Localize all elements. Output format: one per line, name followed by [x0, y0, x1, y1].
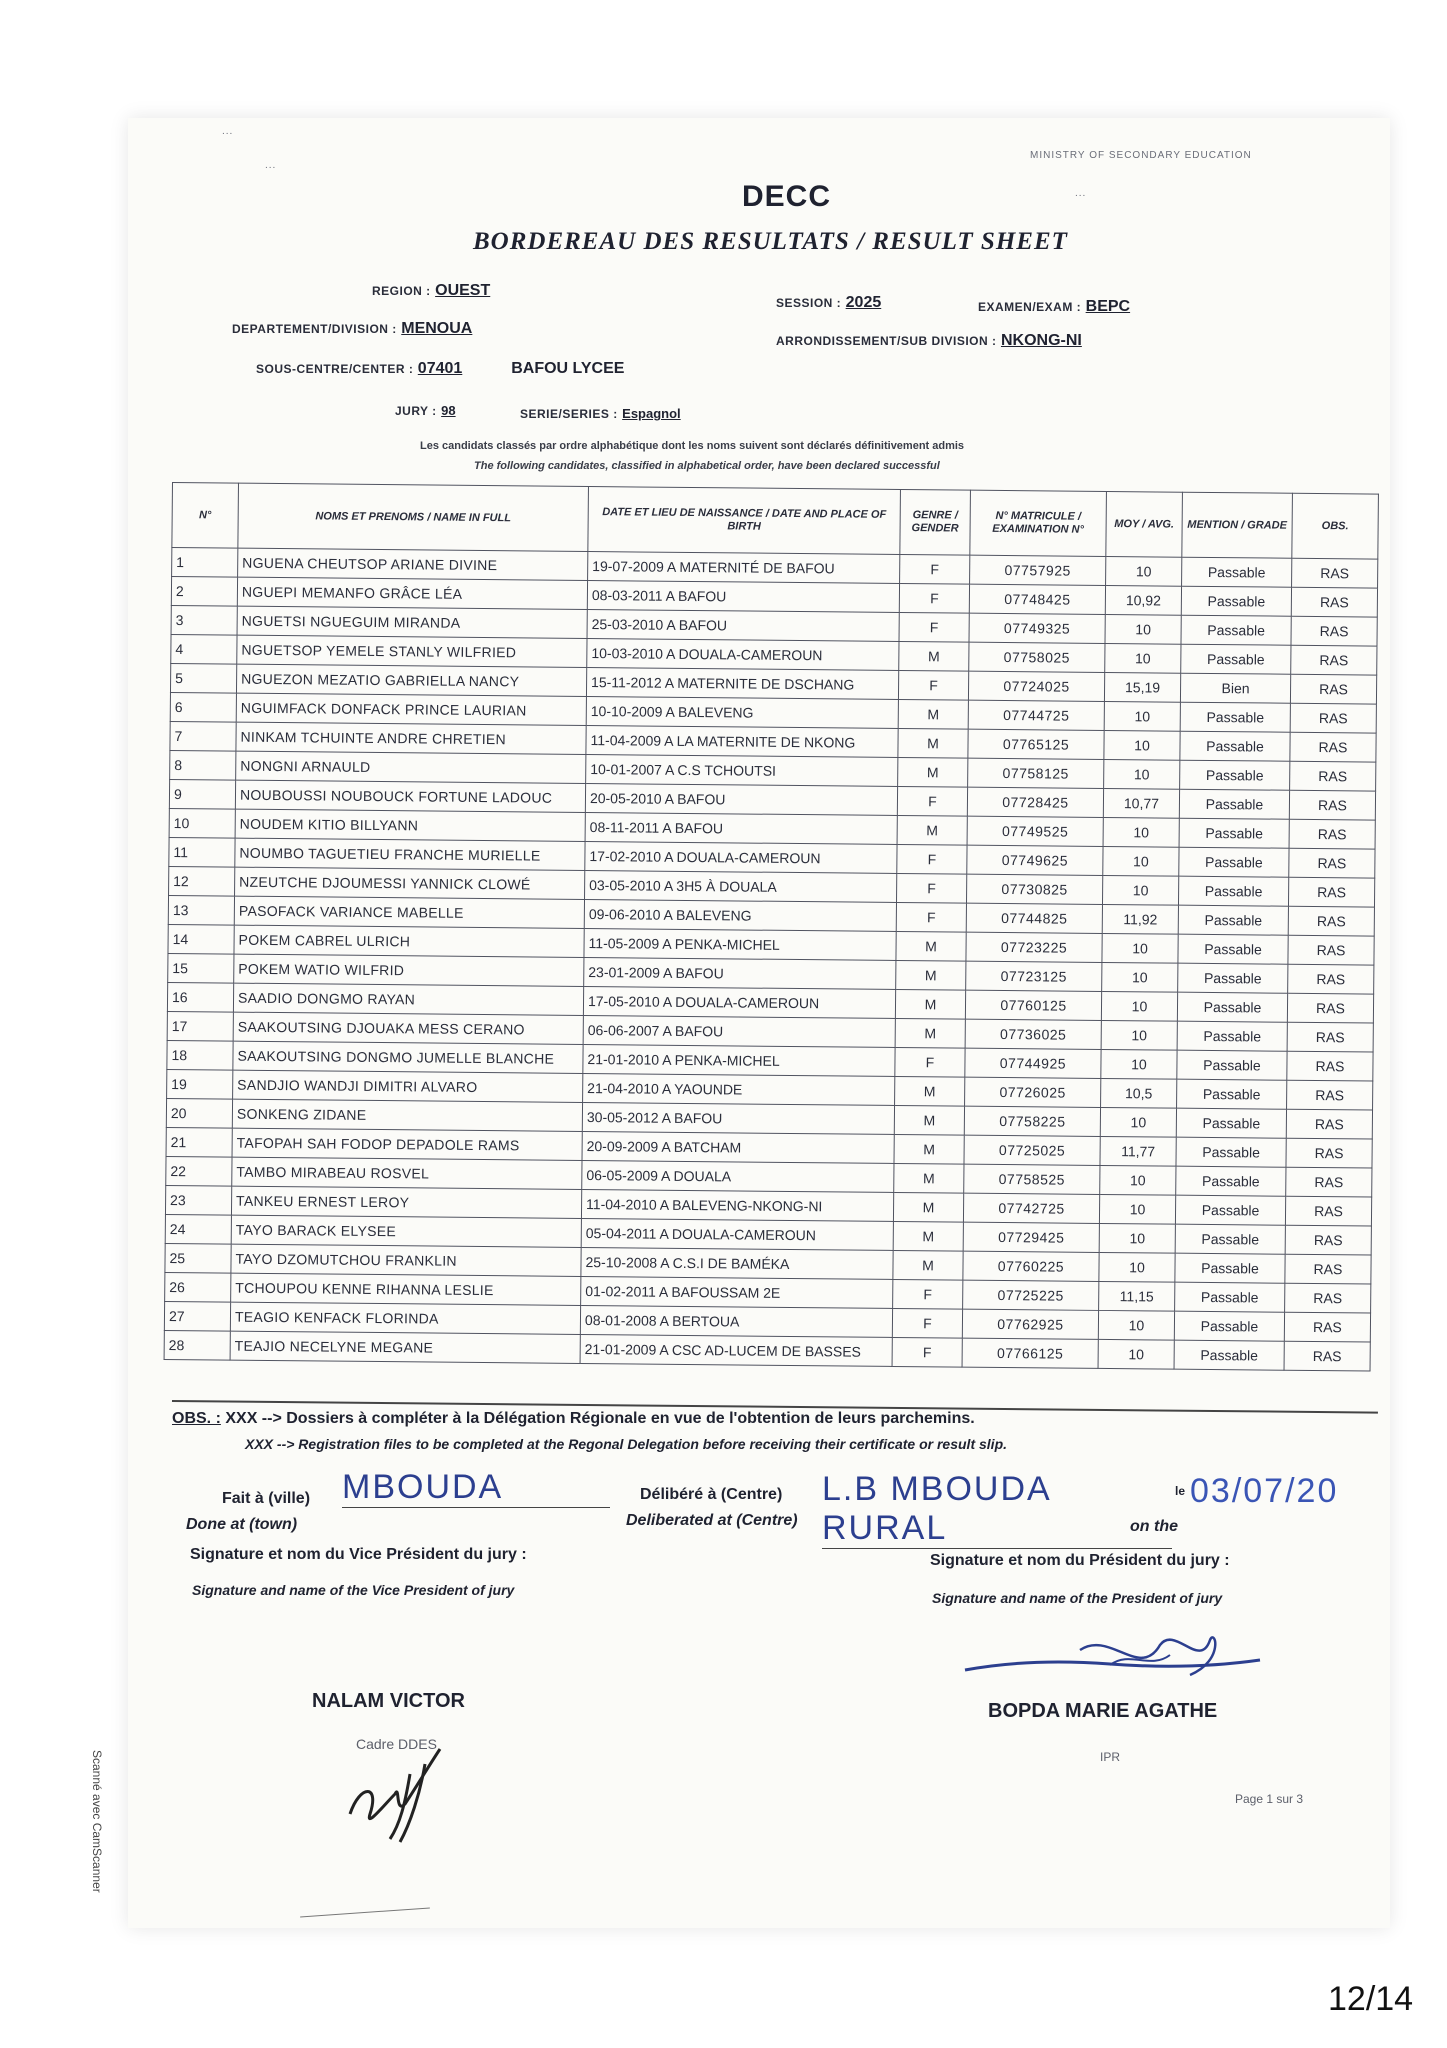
- cell-no: 25: [165, 1243, 231, 1273]
- cell-no: 12: [169, 866, 235, 896]
- cell-avg: 10: [1099, 1194, 1175, 1224]
- cell-avg: 10: [1105, 614, 1181, 644]
- cell-gender: M: [898, 728, 968, 758]
- cell-matricule: 07744925: [965, 1048, 1101, 1078]
- cell-matricule: 07749625: [967, 845, 1103, 875]
- cell-gender: M: [898, 757, 968, 787]
- cell-gender: F: [896, 902, 966, 932]
- cell-birth: 23-01-2009 A BAFOU: [584, 957, 896, 989]
- cell-avg: 10: [1103, 817, 1179, 847]
- cell-gender: F: [893, 1279, 963, 1309]
- cell-no: 5: [170, 663, 236, 693]
- cell-no: 24: [165, 1214, 231, 1244]
- cell-mention: Passable: [1178, 905, 1288, 935]
- cell-no: 23: [165, 1185, 231, 1215]
- cell-avg: 15,19: [1104, 672, 1180, 702]
- cell-avg: 10: [1100, 1165, 1176, 1195]
- obs-line-en: XXX --> Registration files to be completed at the Regonal Delegation before receiving their certificate or result slip.: [245, 1436, 1008, 1452]
- cell-no: 4: [171, 634, 237, 664]
- cell-avg: 10: [1098, 1310, 1174, 1340]
- cell-matricule: 07725025: [964, 1135, 1100, 1165]
- cell-no: 17: [167, 1011, 233, 1041]
- cell-no: 26: [165, 1272, 231, 1302]
- cell-gender: M: [895, 989, 965, 1019]
- cell-name: TANKEU ERNEST LEROY: [231, 1186, 581, 1218]
- cell-avg: 10: [1098, 1339, 1174, 1369]
- cell-no: 20: [166, 1098, 232, 1128]
- cell-matricule: 07742725: [963, 1193, 1099, 1223]
- cell-mention: Passable: [1181, 644, 1291, 674]
- jury-label: JURY :: [395, 404, 437, 418]
- cell-avg: 10: [1100, 1107, 1176, 1137]
- cell-mention: Passable: [1177, 1021, 1287, 1051]
- cell-mention: Passable: [1179, 789, 1289, 819]
- center-label: SOUS-CENTRE/CENTER :: [256, 362, 414, 376]
- cell-matricule: 07728425: [967, 787, 1103, 817]
- cell-avg: 11,77: [1100, 1136, 1176, 1166]
- cell-mention: Passable: [1179, 847, 1289, 877]
- cell-matricule: 07760125: [965, 990, 1101, 1020]
- header-right-line2: ...: [1075, 188, 1087, 199]
- cell-no: 11: [169, 837, 235, 867]
- cell-birth: 01-02-2011 A BAFOUSSAM 2E: [581, 1276, 893, 1308]
- cell-no: 13: [168, 895, 234, 925]
- exam-value: BEPC: [1085, 298, 1131, 315]
- cell-no: 19: [167, 1069, 233, 1099]
- cell-gender: F: [898, 670, 968, 700]
- cell-obs: RAS: [1288, 906, 1374, 936]
- col-header-birth: DATE ET LIEU DE NAISSANCE / DATE AND PLACE OF BIRTH: [588, 486, 901, 554]
- on-the-label: on the: [1130, 1518, 1178, 1535]
- cell-mention: Passable: [1178, 963, 1288, 993]
- jury-row: [395, 402, 456, 420]
- cell-birth: 08-03-2011 A BAFOU: [587, 580, 899, 612]
- le-label: le: [1175, 1484, 1186, 1498]
- cell-birth: 19-07-2009 A MATERNITÉ DE BAFOU: [588, 551, 900, 583]
- cell-gender: F: [897, 786, 967, 816]
- cell-gender: M: [898, 699, 968, 729]
- cell-matricule: 07762925: [962, 1309, 1098, 1339]
- cell-mention: Bien: [1180, 673, 1290, 703]
- arrondissement-value: NKONG-NI: [1000, 332, 1082, 349]
- cell-matricule: 07744825: [966, 903, 1102, 933]
- cell-name: NGUIMFACK DONFACK PRINCE LAURIAN: [236, 693, 586, 725]
- cell-gender: M: [896, 931, 966, 961]
- cell-avg: 10: [1102, 933, 1178, 963]
- cell-avg: 10: [1101, 1020, 1177, 1050]
- cell-birth: 08-01-2008 A BERTOUA: [580, 1305, 892, 1337]
- cell-gender: M: [893, 1250, 963, 1280]
- cell-no: 1: [172, 548, 238, 578]
- region-label: REGION :: [372, 284, 431, 298]
- cell-matricule: 07723125: [966, 961, 1102, 991]
- cell-name: NGUENA CHEUTSOP ARIANE DIVINE: [238, 548, 588, 580]
- col-header-name: NOMS ET PRENOMS / NAME IN FULL: [238, 483, 589, 551]
- cell-mention: Passable: [1177, 992, 1287, 1022]
- cell-name: NGUEZON MEZATIO GABRIELLA NANCY: [236, 664, 586, 696]
- obs-line-fr: XXX --> Dossiers à compléter à la Délégation Régionale en vue de l'obtention de leurs parchemins.: [225, 1410, 975, 1427]
- cell-obs: RAS: [1288, 935, 1374, 965]
- cell-matricule: 07758025: [969, 642, 1105, 672]
- cell-name: TAFOPAH SAH FODOP DEPADOLE RAMS: [232, 1128, 582, 1160]
- cell-birth: 10-01-2007 A C.S TCHOUTSI: [586, 754, 898, 786]
- cell-birth: 11-04-2009 A LA MATERNITE DE NKONG: [586, 725, 898, 757]
- vice-president-signature: [340, 1744, 460, 1844]
- delibere-value: L.B MBOUDA RURAL: [822, 1470, 1172, 1549]
- cell-mention: Passable: [1180, 702, 1290, 732]
- cell-matricule: 07730825: [966, 874, 1102, 904]
- cell-mention: Passable: [1174, 1311, 1284, 1341]
- cell-no: 3: [171, 605, 237, 635]
- cell-birth: 21-01-2010 A PENKA-MICHEL: [583, 1044, 895, 1076]
- cell-name: NOUBOUSSI NOUBOUCK FORTUNE LADOUC: [235, 780, 585, 812]
- cell-avg: 10: [1101, 1049, 1177, 1079]
- arrondissement-row: [776, 332, 1082, 350]
- date-value: 03/07/20: [1190, 1472, 1339, 1510]
- cell-no: 21: [166, 1127, 232, 1157]
- cell-avg: 10: [1102, 962, 1178, 992]
- cell-obs: RAS: [1289, 790, 1375, 820]
- cell-name: NOUMBO TAGUETIEU FRANCHE MURIELLE: [235, 838, 585, 870]
- session-row: [776, 294, 881, 312]
- cell-obs: RAS: [1285, 1196, 1371, 1226]
- cell-obs: RAS: [1287, 993, 1373, 1023]
- cell-obs: RAS: [1284, 1341, 1370, 1371]
- cell-gender: M: [897, 815, 967, 845]
- cell-matricule: 07757925: [970, 555, 1106, 585]
- scanner-watermark: Scanné avec CamScanner: [90, 1750, 104, 1893]
- page-label: Page 1 sur 3: [1235, 1792, 1304, 1806]
- done-label: Done at (town): [186, 1516, 298, 1533]
- cell-no: 15: [168, 953, 234, 983]
- cell-birth: 17-02-2010 A DOUALA-CAMEROUN: [585, 841, 897, 873]
- cell-mention: Passable: [1175, 1195, 1285, 1225]
- cell-name: NINKAM TCHUINTE ANDRE CHRETIEN: [236, 722, 586, 754]
- session-value: 2025: [845, 294, 882, 311]
- cell-avg: 10: [1106, 556, 1182, 586]
- cell-mention: Passable: [1175, 1282, 1285, 1312]
- fait-value: MBOUDA: [342, 1468, 610, 1508]
- cell-name: POKEM WATIO WILFRID: [234, 954, 584, 986]
- cell-mention: Passable: [1175, 1224, 1285, 1254]
- col-header-no: N°: [172, 483, 239, 549]
- col-header-mention: MENTION / GRADE: [1182, 492, 1293, 558]
- cell-no: 22: [166, 1156, 232, 1186]
- results-table: [164, 482, 1379, 1372]
- cell-mention: Passable: [1180, 760, 1290, 790]
- cell-birth: 10-10-2009 A BALEVENG: [586, 696, 898, 728]
- cell-name: SAAKOUTSING DONGMO JUMELLE BLANCHE: [233, 1041, 583, 1073]
- col-header-gender: GENRE / GENDER: [900, 489, 971, 555]
- cell-name: SAAKOUTSING DJOUAKA MESS CERANO: [233, 1012, 583, 1044]
- cell-gender: M: [896, 960, 966, 990]
- cell-avg: 10,77: [1103, 788, 1179, 818]
- cell-obs: RAS: [1286, 1109, 1372, 1139]
- cell-birth: 30-05-2012 A BAFOU: [582, 1102, 894, 1134]
- cell-gender: F: [900, 554, 970, 584]
- region-value: OUEST: [435, 282, 491, 299]
- p-signature-label: Signature et nom du Président du jury :: [930, 1552, 1230, 1569]
- intro-fr: Les candidats classés par ordre alphabétique dont les noms suivent sont déclarés définitivement admis: [420, 440, 965, 452]
- cell-obs: RAS: [1287, 1051, 1373, 1081]
- table-header-row: [172, 483, 1379, 560]
- col-header-matricule: N° MATRICULE / EXAMINATION N°: [970, 490, 1107, 556]
- p-name: BOPDA MARIE AGATHE: [988, 1700, 1218, 1722]
- cell-avg: 11,15: [1099, 1281, 1175, 1311]
- cell-matricule: 07760225: [963, 1251, 1099, 1281]
- header-left-line1: ...: [222, 126, 234, 137]
- cell-obs: RAS: [1291, 587, 1377, 617]
- p-signature-label-en: Signature and name of the President of jury: [932, 1590, 1223, 1606]
- cell-no: 7: [170, 721, 236, 751]
- cell-obs: RAS: [1285, 1254, 1371, 1284]
- cell-matricule: 07758225: [964, 1106, 1100, 1136]
- president-signature: [960, 1620, 1280, 1700]
- cell-matricule: 07724025: [968, 671, 1104, 701]
- cell-avg: 10: [1104, 730, 1180, 760]
- center-name: BAFOU LYCEE: [511, 360, 625, 377]
- cell-obs: RAS: [1290, 703, 1376, 733]
- cell-gender: F: [895, 1047, 965, 1077]
- jury-value: 98: [441, 403, 456, 418]
- cell-name: POKEM CABREL ULRICH: [234, 925, 584, 957]
- cell-gender: F: [892, 1337, 962, 1367]
- cell-matricule: 07758525: [964, 1164, 1100, 1194]
- cell-avg: 10,5: [1101, 1078, 1177, 1108]
- cell-no: 28: [164, 1330, 230, 1360]
- serie-row: [520, 405, 681, 423]
- cell-obs: RAS: [1287, 1080, 1373, 1110]
- deliberated-label: Deliberated at (Centre): [626, 1512, 798, 1529]
- cell-birth: 21-01-2009 A CSC AD-LUCEM DE BASSES: [580, 1334, 892, 1366]
- cell-no: 9: [169, 779, 235, 809]
- fait-label: Fait à (ville): [222, 1490, 311, 1507]
- cell-birth: 11-04-2010 A BALEVENG-NKONG-NI: [581, 1189, 893, 1221]
- intro-en: The following candidates, classified in alphabetical order, have been declared successful: [474, 460, 940, 472]
- cell-no: 8: [170, 750, 236, 780]
- exam-label: EXAMEN/EXAM :: [978, 300, 1082, 314]
- vp-signature-label-en: Signature and name of the Vice President of jury: [192, 1582, 515, 1598]
- cell-name: NGUETSI NGUEGUIM MIRANDA: [237, 606, 587, 638]
- cell-mention: Passable: [1182, 557, 1292, 587]
- region-row: [372, 282, 490, 300]
- cell-gender: M: [894, 1134, 964, 1164]
- cell-obs: RAS: [1284, 1312, 1370, 1342]
- cell-mention: Passable: [1179, 818, 1289, 848]
- arrondissement-label: ARRONDISSEMENT/SUB DIVISION :: [776, 334, 997, 348]
- cell-mention: Passable: [1178, 876, 1288, 906]
- cell-obs: RAS: [1286, 1138, 1372, 1168]
- cell-mention: Passable: [1181, 615, 1291, 645]
- header-right-line1: MINISTRY OF SECONDARY EDUCATION: [1030, 150, 1252, 161]
- cell-avg: 10: [1104, 701, 1180, 731]
- cell-obs: RAS: [1289, 819, 1375, 849]
- cell-name: SANDJIO WANDJI DIMITRI ALVARO: [233, 1070, 583, 1102]
- cell-name: NONGNI ARNAULD: [236, 751, 586, 783]
- cell-gender: F: [896, 873, 966, 903]
- cell-name: NGUETSOP YEMELE STANLY WILFRIED: [237, 635, 587, 667]
- cell-birth: 20-05-2010 A BAFOU: [585, 783, 897, 815]
- cell-matricule: 07749525: [967, 816, 1103, 846]
- cell-gender: M: [894, 1105, 964, 1135]
- cell-mention: Passable: [1176, 1137, 1286, 1167]
- cell-gender: M: [899, 641, 969, 671]
- cell-obs: RAS: [1286, 1167, 1372, 1197]
- cell-matricule: 07766125: [962, 1338, 1098, 1368]
- cell-name: SAADIO DONGMO RAYAN: [233, 983, 583, 1015]
- cell-name: TAYO DZOMUTCHOU FRANKLIN: [231, 1244, 581, 1276]
- cell-matricule: 07723225: [966, 932, 1102, 962]
- cell-mention: Passable: [1177, 1079, 1287, 1109]
- exam-row: [978, 298, 1130, 316]
- cell-matricule: 07765125: [968, 729, 1104, 759]
- cell-obs: RAS: [1292, 558, 1378, 588]
- cell-mention: Passable: [1176, 1108, 1286, 1138]
- cell-no: 16: [167, 982, 233, 1012]
- cell-birth: 06-05-2009 A DOUALA: [582, 1160, 894, 1192]
- cell-name: PASOFACK VARIANCE MABELLE: [234, 896, 584, 928]
- cell-birth: 25-10-2008 A C.S.I DE BAMÉKA: [581, 1247, 893, 1279]
- cell-obs: RAS: [1291, 645, 1377, 675]
- cell-gender: M: [895, 1076, 965, 1106]
- cell-matricule: 07729425: [963, 1222, 1099, 1252]
- cell-matricule: 07749325: [969, 613, 1105, 643]
- center-row: [256, 360, 624, 378]
- cell-matricule: 07725225: [963, 1280, 1099, 1310]
- cell-gender: F: [899, 612, 969, 642]
- cell-obs: RAS: [1285, 1225, 1371, 1255]
- cell-avg: 10: [1102, 875, 1178, 905]
- departement-label: DEPARTEMENT/DIVISION :: [232, 322, 397, 336]
- cell-name: TAMBO MIRABEAU ROSVEL: [232, 1157, 582, 1189]
- cell-avg: 10: [1104, 759, 1180, 789]
- document-title: DECC: [742, 180, 832, 213]
- page-counter: 12/14: [1328, 1980, 1414, 2018]
- cell-matricule: 07726025: [965, 1077, 1101, 1107]
- header-left-line2: ...: [265, 160, 277, 171]
- departement-value: MENOUA: [401, 320, 473, 337]
- cell-birth: 21-04-2010 A YAOUNDE: [583, 1073, 895, 1105]
- cell-obs: RAS: [1290, 732, 1376, 762]
- session-label: SESSION :: [776, 296, 842, 310]
- cell-birth: 09-06-2010 A BALEVENG: [584, 899, 896, 931]
- cell-birth: 11-05-2009 A PENKA-MICHEL: [584, 928, 896, 960]
- cell-gender: M: [894, 1163, 964, 1193]
- cell-name: NOUDEM KITIO BILLYANN: [235, 809, 585, 841]
- cell-matricule: 07748425: [969, 584, 1105, 614]
- cell-no: 18: [167, 1040, 233, 1070]
- cell-obs: RAS: [1288, 877, 1374, 907]
- cell-avg: 10: [1099, 1252, 1175, 1282]
- cell-gender: F: [892, 1308, 962, 1338]
- cell-avg: 10: [1099, 1223, 1175, 1253]
- obs-block: [172, 1410, 975, 1428]
- cell-name: TCHOUPOU KENNE RIHANNA LESLIE: [231, 1273, 581, 1305]
- cell-name: TAYO BARACK ELYSEE: [231, 1215, 581, 1247]
- cell-mention: Passable: [1178, 934, 1288, 964]
- cell-obs: RAS: [1291, 616, 1377, 646]
- cell-birth: 05-04-2011 A DOUALA-CAMEROUN: [581, 1218, 893, 1250]
- p-title: IPR: [1100, 1750, 1121, 1764]
- col-header-avg: MOY / AVG.: [1106, 491, 1183, 557]
- vp-name: NALAM VICTOR: [312, 1690, 465, 1712]
- col-header-obs: OBS.: [1292, 493, 1379, 559]
- results-body: [164, 548, 1378, 1372]
- cell-obs: RAS: [1289, 848, 1375, 878]
- obs-label: OBS. :: [172, 1410, 221, 1427]
- cell-avg: 10: [1101, 991, 1177, 1021]
- vp-signature-label: Signature et nom du Vice Président du jury :: [190, 1546, 527, 1563]
- cell-obs: RAS: [1285, 1283, 1371, 1313]
- cell-name: TEAGIO KENFACK FLORINDA: [230, 1302, 580, 1334]
- serie-value: Espagnol: [622, 406, 681, 421]
- cell-no: 10: [169, 808, 235, 838]
- delibere-label: Délibéré à (Centre): [640, 1486, 783, 1503]
- cell-mention: Passable: [1176, 1166, 1286, 1196]
- cell-birth: 17-05-2010 A DOUALA-CAMEROUN: [583, 986, 895, 1018]
- cell-obs: RAS: [1288, 964, 1374, 994]
- cell-mention: Passable: [1175, 1253, 1285, 1283]
- cell-gender: M: [895, 1018, 965, 1048]
- cell-birth: 08-11-2011 A BAFOU: [585, 812, 897, 844]
- cell-birth: 20-09-2009 A BATCHAM: [582, 1131, 894, 1163]
- cell-avg: 10: [1105, 643, 1181, 673]
- cell-gender: M: [893, 1192, 963, 1222]
- cell-no: 6: [170, 692, 236, 722]
- cell-birth: 03-05-2010 A 3H5 À DOUALA: [585, 870, 897, 902]
- cell-name: SONKENG ZIDANE: [232, 1099, 582, 1131]
- cell-no: 14: [168, 924, 234, 954]
- cell-matricule: 07736025: [965, 1019, 1101, 1049]
- cell-avg: 10,92: [1105, 585, 1181, 615]
- cell-birth: 15-11-2012 A MATERNITE DE DSCHANG: [586, 667, 898, 699]
- cell-obs: RAS: [1290, 674, 1376, 704]
- cell-no: 27: [164, 1301, 230, 1331]
- cell-name: NZEUTCHE DJOUMESSI YANNICK CLOWÉ: [235, 867, 585, 899]
- cell-no: 2: [171, 577, 237, 607]
- document-subtitle: BORDEREAU DES RESULTATS / RESULT SHEET: [473, 228, 1068, 255]
- serie-label: SERIE/SERIES :: [520, 407, 618, 421]
- cell-gender: F: [899, 583, 969, 613]
- cell-avg: 10: [1103, 846, 1179, 876]
- cell-name: TEAJIO NECELYNE MEGANE: [230, 1331, 580, 1363]
- cell-obs: RAS: [1287, 1022, 1373, 1052]
- cell-mention: Passable: [1174, 1340, 1284, 1370]
- cell-mention: Passable: [1181, 586, 1291, 616]
- cell-mention: Passable: [1180, 731, 1290, 761]
- cell-gender: M: [893, 1221, 963, 1251]
- cell-birth: 25-03-2010 A BAFOU: [587, 609, 899, 641]
- cell-birth: 10-03-2010 A DOUALA-CAMEROUN: [587, 638, 899, 670]
- cell-mention: Passable: [1177, 1050, 1287, 1080]
- center-code: 07401: [417, 360, 463, 377]
- cell-name: NGUEPI MEMANFO GRÂCE LÉA: [237, 577, 587, 609]
- cell-birth: 06-06-2007 A BAFOU: [583, 1015, 895, 1047]
- vp-title: Cadre DDES: [356, 1736, 437, 1752]
- cell-gender: F: [897, 844, 967, 874]
- departement-row: [232, 320, 472, 338]
- cell-matricule: 07758125: [968, 758, 1104, 788]
- cell-avg: 11,92: [1102, 904, 1178, 934]
- cell-obs: RAS: [1290, 761, 1376, 791]
- cell-matricule: 07744725: [968, 700, 1104, 730]
